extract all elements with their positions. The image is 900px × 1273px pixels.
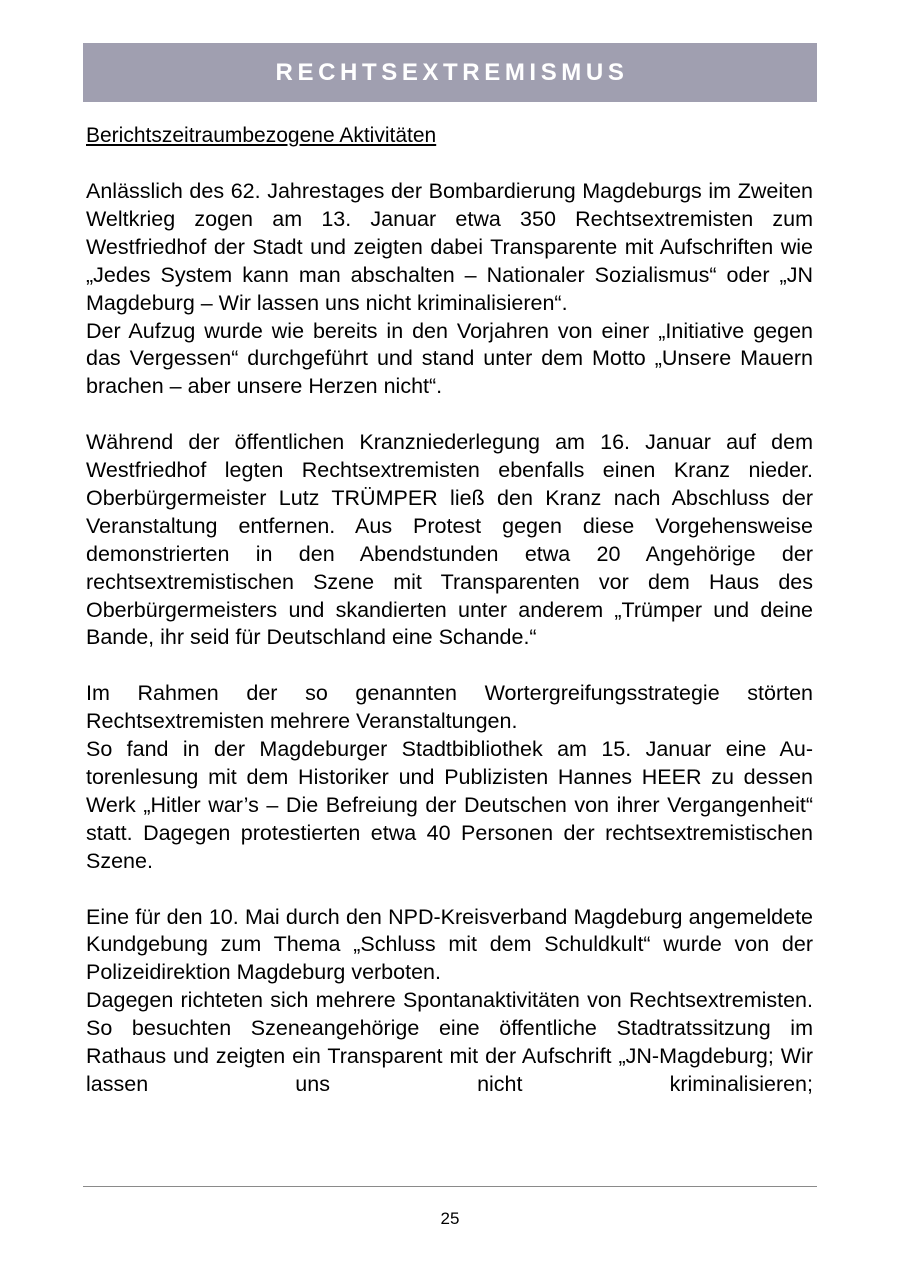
page-content	[86, 122, 813, 1099]
paragraph-bombardierung: Anlässlich des 62. Jahrestages der Bombardierung Magdeburgs im Zweiten Weltkrieg zogen am 13. Januar etwa 350 Rechtsextremisten zum Westfriedhof der Stadt und zeigten dabei Transparente mit Aufschriften wie „Jedes System kann man abschalten – Nationaler Sozialismus“ oder „JN Magdeburg – Wir lassen uns nicht kriminalisieren“.	[86, 179, 813, 315]
paragraph-kranzniederlegung: Während der öffentlichen Kranzniederlegung am 16. Januar auf dem Westfriedhof legten Rechtsextremisten ebenfalls einen Kranz nieder. Oberbürgermeister Lutz TRÜMPER ließ den Kranz nach Abschluss der Veranstaltung entfernen. Aus Protest gegen diese Vorgehensweise demonstrierten in den Abendstunden etwa 20 Angehörige der rechtsextremistischen Szene mit Transparenten vor dem Haus des Oberbürgermeisters und skandierten unter anderem „Trümper und deine Bande, ihr seid für Deutschland eine Schande.“	[86, 430, 813, 650]
chapter-header-bar	[83, 43, 817, 102]
page-number: 25	[440, 1209, 460, 1228]
paragraph-kundgebung: Eine für den 10. Mai durch den NPD-Kreisverband Magdeburg angemeldete Kundgebung zum Thema „Schluss mit dem Schuldkult“ wurde von der Polizeidirektion Magdeburg verboten.	[86, 904, 813, 985]
chapter-title: RECHTSEXTREMISMUS	[275, 58, 629, 86]
paragraph-spontanaktivitaeten: Dagegen richteten sich mehrere Spontanaktivitäten von Rechtsextremisten. So besuchten Szeneangehörige eine öffentliche Stadtratssitzung im Rathaus und zeigten ein Transparent mit der Aufschrift „JN-Magdeburg; Wir lassen uns nicht kriminalisieren;	[86, 988, 813, 1096]
paragraph-aufzug: Der Aufzug wurde wie bereits in den Vorjahren von einer „Initiative gegen das Vergessen“ durchgeführt und stand unter dem Motto „Unsere Mauern brachen – aber unsere Herzen nicht“.	[86, 318, 813, 399]
paragraph-wortergreifung: Im Rahmen der so genannten Wortergreifungsstrategie störten Rechtsextremisten mehrere Veranstaltungen.	[86, 681, 813, 734]
section-heading: Berichtszeitraumbezogene Aktivitäten	[86, 124, 437, 147]
footer-divider	[83, 1186, 817, 1187]
paragraph-autorenlesung: So fand in der Magdeburger Stadtbibliothek am 15. Januar eine Autorenlesung mit dem Historiker und Publizisten Hannes HEER zu dessen Werk „Hitler war’s – Die Befreiung der Deutschen von ihrer Vergangenheit“ statt. Dagegen protestierten etwa 40 Personen der rechtsextremistischen Szene.	[86, 737, 813, 873]
